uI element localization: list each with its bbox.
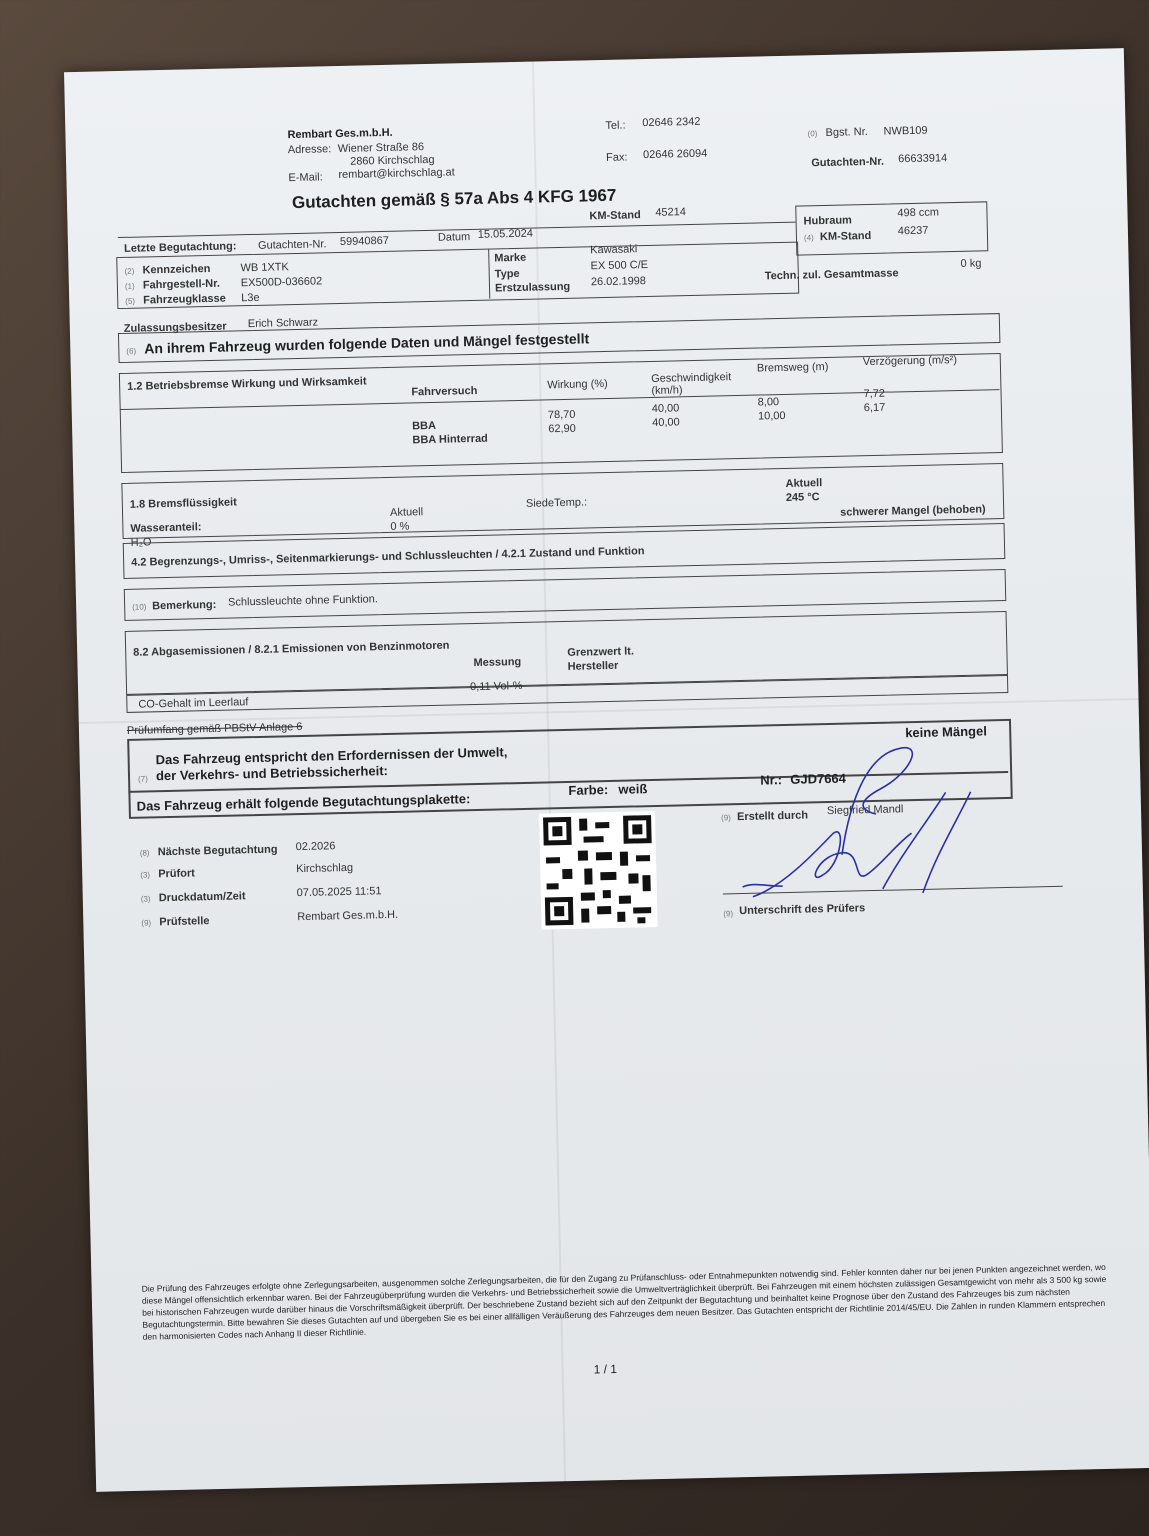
handwritten-signature — [719, 732, 983, 908]
created-label: Erstellt durch — [736, 809, 809, 824]
sticker-color-label: Farbe: — [568, 782, 609, 798]
print-code: (3) — [140, 894, 151, 904]
findings-code: (6) — [126, 346, 137, 356]
station-value: Rembart Ges.m.b.H. — [297, 908, 399, 924]
remark-label: Bemerkung: — [152, 598, 217, 613]
sticker-color: weiß — [618, 781, 648, 797]
displacement-label: Hubraum — [803, 214, 853, 228]
mass-label: Techn. zul. Gesamtmasse — [764, 267, 899, 283]
remark-value: Schlussleuchte ohne Funktion. — [227, 593, 379, 609]
owner-value: Erich Schwarz — [247, 316, 319, 331]
owner-label: Zulassungsbesitzer — [123, 320, 227, 335]
address-line2: 2860 Kirchschlag — [349, 153, 435, 168]
h2o-label: H₂O — [130, 536, 152, 549]
sticker-label: Das Fahrzeug erhält folgende Begutachtungsplakette: — [136, 791, 471, 814]
class-value: L3e — [241, 291, 260, 305]
bgst-value: NWB109 — [883, 124, 928, 138]
co-label: CO-Gehalt im Leerlauf — [138, 696, 249, 711]
print-label: Druckdatum/Zeit — [158, 890, 246, 905]
brake-col-test: Fahrversuch — [411, 384, 478, 399]
result-line2: der Verkehrs- und Betriebssicherheit: — [155, 763, 389, 784]
inspection-report-sheet — [64, 48, 1149, 1492]
brake-row-1-name: BBA — [412, 419, 437, 433]
created-value: Siegfried Mandl — [826, 803, 904, 818]
brake-col-effect: Wirkung (%) — [547, 377, 608, 392]
water-label: Wasseranteil: — [130, 521, 202, 535]
print-value: 07.05.2025 11:51 — [296, 885, 382, 900]
place-code: (3) — [140, 870, 151, 880]
tel-label: Tel.: — [605, 119, 626, 132]
co-value: 0,11 Vol-% — [469, 679, 523, 694]
make-value: Kawasaki — [590, 243, 638, 257]
brake-row-2-speed: 40,00 — [652, 416, 680, 429]
last-inspection-label: Letzte Begutachtung: — [123, 240, 237, 255]
station-label: Prüfstelle — [159, 915, 210, 929]
email-value: rembart@kirchschlag.at — [338, 166, 455, 182]
emissions-measure-label: Messung — [473, 655, 522, 670]
page-title: Gutachten gemäß § 57a Abs 4 KFG 1967 — [291, 185, 617, 213]
type-label: Type — [494, 267, 520, 281]
sign-label: Unterschrift des Prüfers — [739, 902, 866, 918]
km-code: (4) — [803, 233, 814, 243]
vin-label: Fahrgestell-Nr. — [142, 277, 221, 292]
emissions-title: 8.2 Abgasemissionen / 8.2.1 Emissionen von Benzinmotoren — [133, 639, 450, 659]
last-date-value: 15.05.2024 — [477, 227, 534, 241]
brake-row-1-speed: 40,00 — [651, 402, 680, 415]
fluid-title: 1.8 Bremsflüssigkeit — [129, 496, 237, 511]
displacement-value: 498 ccm — [897, 206, 940, 220]
last-date-label: Datum — [437, 231, 471, 244]
brake-row-2-distance: 10,00 — [757, 409, 786, 423]
brake-row-2-name: BBA Hinterrad — [412, 432, 488, 447]
class-label: Fahrzeugklasse — [143, 292, 226, 307]
emissions-limit-label-1: Grenzwert lt. — [567, 645, 635, 659]
brake-col-speed: Geschwindigkeit (km/h) — [651, 371, 732, 397]
next-value: 02.2026 — [295, 840, 336, 854]
brake-row-2-effect: 62,90 — [548, 422, 576, 436]
emissions-limit-label-2: Hersteller — [567, 659, 619, 673]
type-value: EX 500 C/E — [590, 259, 649, 273]
next-code: (8) — [139, 848, 150, 858]
lights-title: 4.2 Begrenzungs-, Umriss-, Seitenmarkierungs- und Schlussleuchten / 4.2.1 Zustand und Funktion — [131, 545, 645, 569]
page-number: 1 / 1 — [593, 1361, 618, 1377]
bgst-code: (0) — [807, 129, 818, 139]
plate-label: Kennzeichen — [142, 262, 211, 277]
plate-code: (2) — [124, 266, 135, 276]
fax-value: 02646 26094 — [642, 147, 708, 162]
brake-row-1-effect: 78,70 — [547, 408, 576, 422]
next-label: Nächste Begutachtung — [157, 843, 278, 859]
sticker-nr: GJD7664 — [790, 770, 847, 787]
station-code: (9) — [141, 918, 152, 928]
remark-code: (10) — [132, 602, 147, 612]
qr-code — [539, 811, 658, 930]
brake-row-2-decel: 6,17 — [863, 401, 886, 415]
issuer-name: Rembart Ges.m.b.H. — [287, 126, 393, 142]
report-no-value: 66633914 — [898, 152, 948, 166]
vin-value: EX500D-036602 — [240, 275, 323, 290]
make-label: Marke — [494, 251, 527, 265]
email-label: E-Mail: — [288, 171, 323, 185]
brake-row-1-decel: 7,72 — [863, 387, 886, 401]
sign-code: (9) — [723, 909, 734, 919]
tel-value: 02646 2342 — [642, 115, 701, 130]
brake-col-distance: Bremsweg (m) — [756, 360, 829, 375]
result-line1: Das Fahrzeug entspricht den Erfordernissen der Umwelt, — [155, 744, 508, 768]
boil-current-label: Aktuell — [785, 477, 823, 490]
km-stand-header-value: 45214 — [655, 206, 687, 219]
water-current-label: Aktuell — [389, 506, 424, 519]
reg-label: Erstzulassung — [494, 280, 571, 295]
bgst-label: Bgst. Nr. — [825, 125, 868, 139]
displacement-box — [795, 201, 988, 255]
km-stand-header-label: KM-Stand — [589, 209, 641, 223]
km-value: 46237 — [897, 224, 929, 238]
lights-severity: schwerer Mangel (behoben) — [840, 503, 986, 519]
last-report-value: 59940867 — [339, 234, 390, 248]
km-label: KM-Stand — [819, 229, 872, 244]
report-no-label: Gutachten-Nr. — [811, 155, 885, 170]
place-label: Prüfort — [158, 867, 196, 881]
mass-value: 0 kg — [960, 257, 982, 270]
plate-value: WB 1XTK — [240, 261, 289, 275]
address-line1: Wiener Straße 86 — [337, 141, 425, 156]
class-code: (5) — [125, 296, 136, 306]
created-code: (9) — [721, 813, 731, 823]
water-value: 0 % — [390, 520, 410, 533]
place-value: Kirchschlag — [296, 861, 354, 876]
reg-value: 26.02.1998 — [590, 275, 647, 289]
brake-row-1-distance: 8,00 — [757, 396, 780, 409]
sticker-nr-label: Nr.: — [760, 772, 783, 788]
boil-label: SiedeTemp.: — [525, 496, 588, 510]
fax-label: Fax: — [605, 151, 628, 164]
brake-title: 1.2 Betriebsbremse Wirkung und Wirksamkeit — [127, 375, 367, 393]
address-label: Adresse: — [287, 143, 332, 157]
scope-label: Prüfumfang gemäß PBStV Anlage 6 — [126, 720, 303, 737]
last-report-label: Gutachten-Nr. — [257, 238, 327, 252]
vin-code: (1) — [124, 281, 135, 291]
legal-disclaimer: Die Prüfung des Fahrzeuges erfolgte ohne Zerlegungsarbeiten, ausgenommen solche Zerlegungsarbeiten, die für den Zugang zu Prüfanschluss- oder Entnahmepunkten notwendig sind. Fehler konnten daher nur bei jenen Punkten angezeichnet werden, wo diese Mängel offensichtlich erkennbar waren. Bei der Fahrzeugüberprüfung wurden die Verkehrs- und Betriebssicherheit sowie die Umweltverträglichkeit überprüft. Bei Fahrzeugen mit einem höchsten zulässigen Gesamtgewicht von mehr als 3 500 kg sowie bei historischen Fahrzeugen wurde darüber hinaus die Vorschriftsmäßigkeit überprüft. Der beschriebene Zustand bezieht sich auf den Zeitpunkt der Begutachtung und beinhaltet keine Prognose über den Zustand des Fahrzeuges bis zum nächsten Begutachtungstermin. Bitte bewahren Sie dieses Gutachten auf und übergeben Sie es bei einer allfälligen Veräußerung des Fahrzeuges dem neuen Besitzer. Das Gutachten entspricht der Richtlinie 2014/45/EU. Die Zahlen in runden Klammern entsprechen den harmonisierten Codes nach Anhang II dieser Richtlinie. — [141, 1261, 1107, 1342]
findings-title: An ihrem Fahrzeug wurden folgende Daten und Mängel festgestellt — [144, 330, 590, 357]
result-verdict: keine Mängel — [905, 723, 988, 741]
result-code: (7) — [137, 774, 148, 784]
brake-col-decel: Verzögerung (m/s²) — [862, 354, 958, 369]
boil-value: 245 °C — [785, 491, 820, 504]
